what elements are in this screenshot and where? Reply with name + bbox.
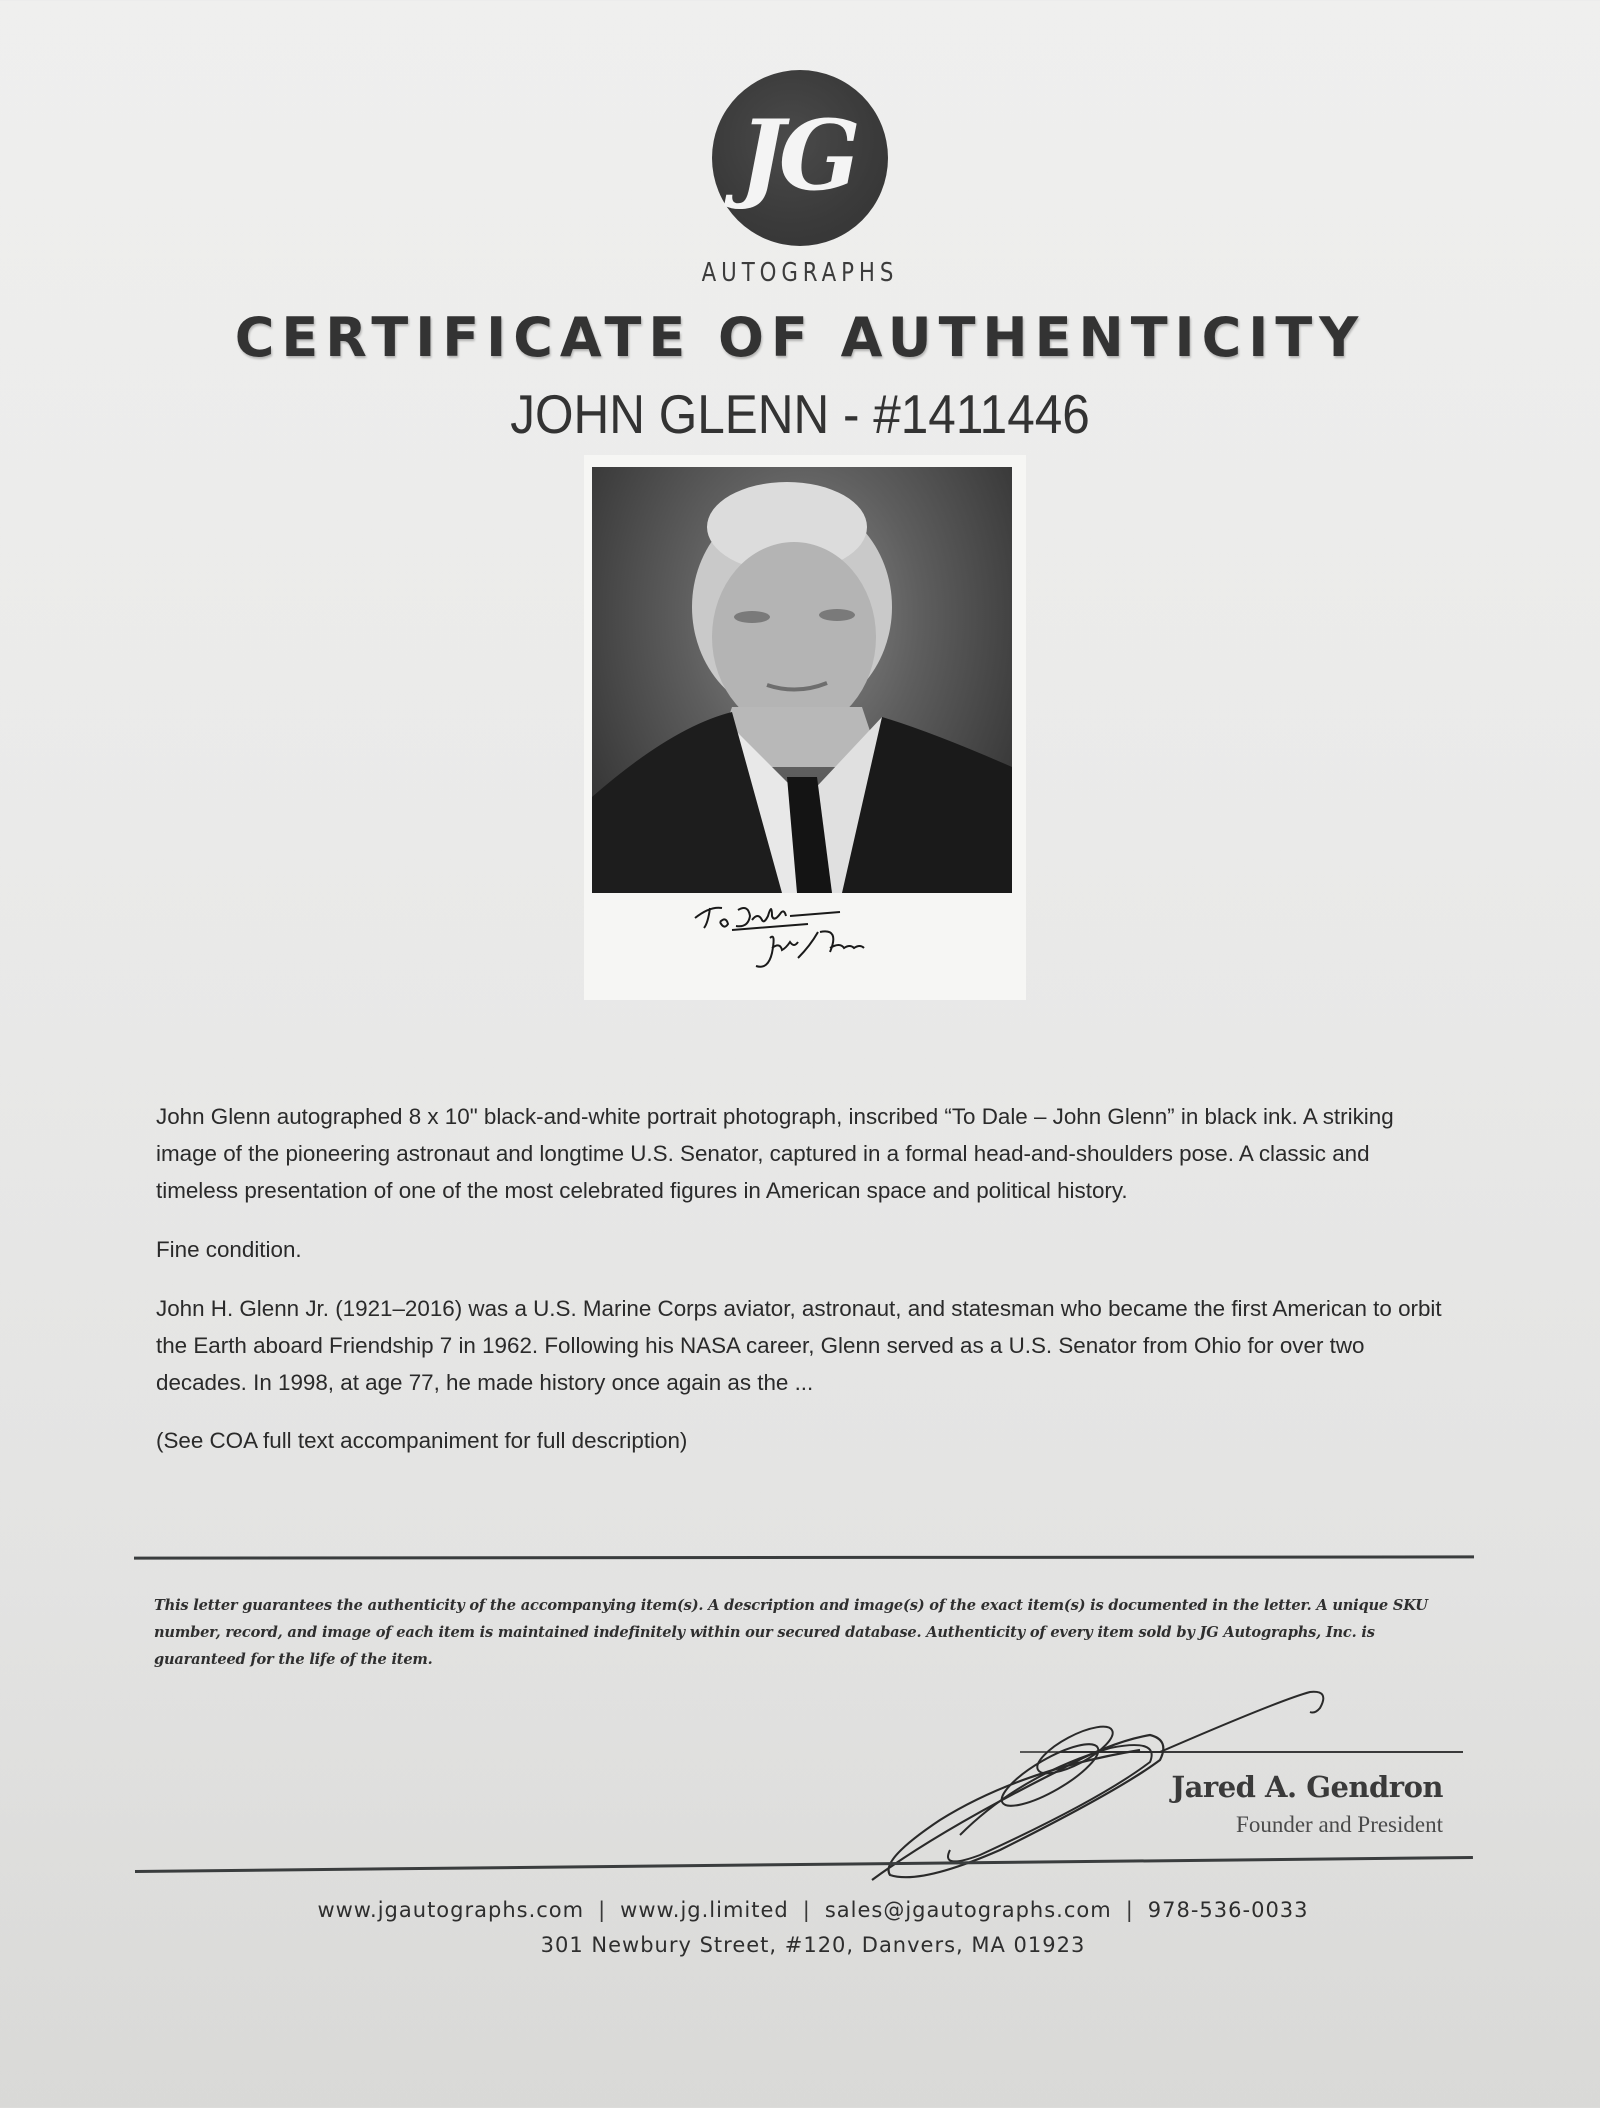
item-subtitle: JOHN GLENN - #1411446 (510, 383, 1090, 445)
logo-wordmark: AUTOGRAPHS (701, 258, 899, 288)
separator: | (598, 1898, 607, 1922)
signer-name: Jared A. Gendron (1171, 1770, 1443, 1804)
website2-link[interactable]: www.jg.limited (620, 1898, 789, 1922)
separator: | (802, 1898, 811, 1922)
item-condition: Fine condition. (156, 1237, 302, 1262)
logo-mark: JG (739, 98, 855, 212)
mailing-address: 301 Newbury Street, #120, Danvers, MA 01923 (540, 1933, 1086, 1957)
portrait-photo (592, 467, 1012, 893)
authenticity-guarantee: This letter guarantees the authenticity of the accompanying item(s). A description and image(s) of the exact item(s) is documented in the letter. A unique SKU number, record, and image of each item is maintained indefinitely within our secured database. Authenticity of every item sold by JG Autographs, Inc. is guaranteed for the life of the item. (154, 1597, 1428, 1668)
phone-number[interactable]: 978-536-0033 (1147, 1898, 1309, 1922)
item-description: John Glenn autographed 8 x 10" black-and-white portrait photograph, inscribed “To Dale – John Glenn” in black ink. A striking image of the pioneering astronaut and longtime U.S. Senator, captured in a formal head-and-shoulders pose. A classic and timeless presentation of one of the most celebrated figures in American space and political history. (156, 1104, 1394, 1203)
signer-title: Founder and President (1236, 1812, 1443, 1837)
logo-circle (712, 70, 888, 246)
subject-biography: John H. Glenn Jr. (1921–2016) was a U.S. Marine Corps aviator, astronaut, and statesman who became the first American to orbit the Earth aboard Friendship 7 in 1962. Following his NASA career, Glenn served as a U.S. Senator from Ohio for over two decades. In 1998, at age 77, he made history once again as the ... (156, 1296, 1442, 1395)
autograph-inscription (690, 898, 880, 978)
portrait-image (592, 467, 1012, 893)
full-description-note: (See COA full text accompaniment for full description) (156, 1428, 688, 1453)
divider-top (134, 1555, 1474, 1559)
contact-line (0, 1898, 1600, 1922)
separator: | (1125, 1898, 1134, 1922)
email-link[interactable]: sales@jgautographs.com (824, 1898, 1112, 1922)
website-link[interactable]: www.jgautographs.com (317, 1898, 585, 1922)
certificate-title: CERTIFICATE OF AUTHENTICITY (234, 306, 1366, 369)
